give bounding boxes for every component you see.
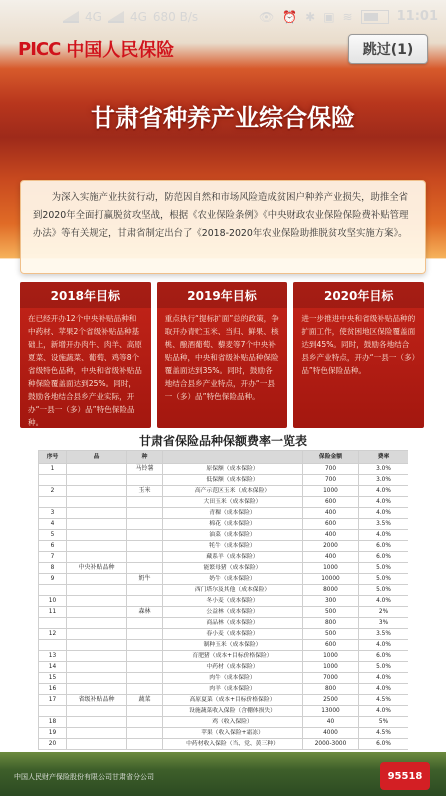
table-cell: 1000: [303, 486, 359, 497]
table-cell: [67, 585, 127, 596]
table-cell: [67, 574, 127, 585]
table-cell: 12: [39, 629, 67, 640]
table-cell: 设施蔬菜收入保险（含棚体损失）: [163, 706, 303, 717]
table-cell: [127, 475, 163, 486]
table-cell: 棉花（成本保险）: [163, 519, 303, 530]
table-cell: 13000: [303, 706, 359, 717]
table-cell: 3.5%: [359, 519, 409, 530]
table-cell: 300: [303, 596, 359, 607]
logo-name: 中国人民保险: [66, 40, 175, 61]
table-cell: 400: [303, 530, 359, 541]
table-cell: [67, 618, 127, 629]
table-cell: 苹果（收入保险+霜冻）: [163, 728, 303, 739]
rates-table-wrap: [38, 450, 408, 752]
table-cell: 2000: [303, 541, 359, 552]
table-cell: 西门塔尔及其他（成本保险）: [163, 585, 303, 596]
table-cell: 10000: [303, 574, 359, 585]
status-bar: [0, 0, 446, 34]
table-header: 费率: [359, 451, 409, 464]
table-cell: 肉羊（成本保险）: [163, 684, 303, 695]
table-cell: 4.0%: [359, 530, 409, 541]
picc-logo: [18, 36, 174, 62]
table-cell: 600: [303, 519, 359, 530]
table-cell: 5%: [359, 717, 409, 728]
table-cell: 500: [303, 629, 359, 640]
table-cell: 4.0%: [359, 673, 409, 684]
table-cell: 1000: [303, 662, 359, 673]
table-cell: 藏系羊（成本保险）: [163, 552, 303, 563]
table-cell: [127, 673, 163, 684]
table-cell: [127, 629, 163, 640]
table-cell: 6: [39, 541, 67, 552]
signal-icon: [108, 11, 124, 23]
goal-text: 进一步推进中央和省级补贴品种的扩面工作，使贫困地区保险覆盖面达到45%。同时，鼓励各地结合县乡产业特点，开办“一县一（多）品”特色保险品种。: [301, 314, 416, 375]
table-cell: [127, 519, 163, 530]
hotline-badge: 95518: [380, 762, 430, 790]
table-cell: 7000: [303, 673, 359, 684]
network-type-1: 4G: [85, 10, 102, 24]
table-cell: [67, 497, 127, 508]
table-header: [163, 451, 303, 464]
table-cell: [127, 596, 163, 607]
table-cell: 8: [39, 563, 67, 574]
goal-title: 2020年目标: [293, 282, 424, 308]
table-cell: [67, 706, 127, 717]
table-cell: [67, 530, 127, 541]
table-cell: 鸡（收入保险）: [163, 717, 303, 728]
table-cell: 2500: [303, 695, 359, 706]
table-cell: 4: [39, 519, 67, 530]
table-cell: [39, 475, 67, 486]
table-cell: 公益林（成本保险）: [163, 607, 303, 618]
table-cell: [127, 508, 163, 519]
table-cell: [67, 739, 127, 750]
table-cell: [67, 684, 127, 695]
table-cell: 13: [39, 651, 67, 662]
table-cell: [67, 541, 127, 552]
brand-row: [0, 34, 446, 68]
table-cell: [127, 640, 163, 651]
intro-box: [20, 180, 426, 274]
table-cell: 能繁母猪（成本保险）: [163, 563, 303, 574]
table-cell: 奶牛: [127, 574, 163, 585]
goal-card-2020: [293, 282, 424, 428]
table-row: [39, 717, 409, 728]
table-cell: 油菜（成本保险）: [163, 530, 303, 541]
table-row: [39, 684, 409, 695]
table-cell: 3.0%: [359, 475, 409, 486]
table-cell: 3.5%: [359, 629, 409, 640]
table-cell: 15: [39, 673, 67, 684]
table-cell: 春小麦（成本保险）: [163, 629, 303, 640]
table-cell: [127, 728, 163, 739]
table-cell: [67, 519, 127, 530]
battery-icon: [361, 10, 389, 24]
table-cell: 原保额（成本保险）: [163, 464, 303, 475]
table-cell: [127, 541, 163, 552]
page-title: 甘肃省种养产业综合保险: [91, 104, 355, 132]
table-cell: 中药材（成本保险）: [163, 662, 303, 673]
table-row: [39, 618, 409, 629]
footer-company: 中国人民财产保险股份有限公司甘肃省分公司: [14, 773, 154, 781]
goals-row: [20, 282, 424, 432]
table-row: [39, 552, 409, 563]
table-cell: [127, 651, 163, 662]
table-cell: 森林: [127, 607, 163, 618]
goal-text: 在已经开办12个中央补贴品种和中药材、苹果2个省级补贴品种基础上，新增开办肉牛、肉羊、高原夏菜、设施蔬菜、葡萄、鸡等8个省级特色品种，中央和省级补贴品种保险覆盖面达到25%。同时，鼓励各地结合县乡产业实际，开办“一县一（多）品”特色保险品种。: [28, 314, 142, 427]
table-cell: [127, 585, 163, 596]
table-row: [39, 541, 409, 552]
table-cell: 700: [303, 464, 359, 475]
clock: 11:01: [396, 9, 438, 24]
table-cell: 600: [303, 640, 359, 651]
table-row: [39, 706, 409, 717]
table-cell: 4.0%: [359, 486, 409, 497]
table-cell: 11: [39, 607, 67, 618]
table-row: [39, 739, 409, 750]
table-cell: 2: [39, 486, 67, 497]
intro-text: 为深入实施产业扶贫行动，防范因自然和市场风险造成贫困户种养产业损失，助推全省到2020年全面打赢脱贫攻坚战，根据《农业保险条例》《中央财政农业保险保险费补贴管理办法》等有关规定，甘肃省制定出台了《2018-2020年农业保险助推脱贫攻坚实施方案》。: [33, 192, 409, 239]
table-cell: 4.5%: [359, 728, 409, 739]
table-cell: 大田玉米（成本保险）: [163, 497, 303, 508]
table-cell: 6.0%: [359, 651, 409, 662]
table-row: [39, 497, 409, 508]
table-cell: 2000-3000: [303, 739, 359, 750]
table-cell: 4.0%: [359, 596, 409, 607]
table-row: [39, 596, 409, 607]
table-row: [39, 640, 409, 651]
table-row: [39, 651, 409, 662]
eye-icon: 👁: [258, 9, 275, 24]
table-cell: 7: [39, 552, 67, 563]
table-cell: 400: [303, 508, 359, 519]
table-row: [39, 662, 409, 673]
logo-picc: PICC: [18, 38, 61, 60]
table-cell: 20: [39, 739, 67, 750]
table-cell: [39, 640, 67, 651]
table-row: [39, 475, 409, 486]
table-cell: [127, 618, 163, 629]
table-cell: [67, 651, 127, 662]
table-cell: [39, 706, 67, 717]
table-cell: 中药材收入保险（当、党、黄三种）: [163, 739, 303, 750]
table-cell: 9: [39, 574, 67, 585]
table-cell: 6.0%: [359, 552, 409, 563]
alarm-icon: ⏰: [282, 9, 298, 24]
table-cell: 育肥猪（成本+目标价格保险）: [163, 651, 303, 662]
table-cell: 6.0%: [359, 541, 409, 552]
table-cell: 18: [39, 717, 67, 728]
table-cell: 17: [39, 695, 67, 706]
bluetooth-icon: ✱: [305, 9, 316, 24]
table-cell: 5.0%: [359, 662, 409, 673]
table-cell: [67, 464, 127, 475]
table-cell: 800: [303, 618, 359, 629]
table-header: 种: [127, 451, 163, 464]
network-speed: 680 B/s: [152, 10, 199, 24]
table-cell: 4000: [303, 728, 359, 739]
table-header: 序号: [39, 451, 67, 464]
table-cell: [67, 662, 127, 673]
table-row: [39, 629, 409, 640]
table-title: 甘肃省保险品种保额费率一览表: [138, 434, 307, 448]
table-cell: [39, 618, 67, 629]
table-cell: 马铃薯: [127, 464, 163, 475]
table-cell: [67, 629, 127, 640]
table-cell: 700: [303, 475, 359, 486]
table-cell: 3.0%: [359, 464, 409, 475]
table-cell: 中央补贴品种: [67, 563, 127, 574]
table-cell: 1000: [303, 651, 359, 662]
table-row: [39, 486, 409, 497]
table-cell: [127, 530, 163, 541]
table-cell: 10: [39, 596, 67, 607]
table-cell: [127, 706, 163, 717]
goal-card-2018: [20, 282, 151, 428]
table-cell: [67, 640, 127, 651]
table-cell: [67, 596, 127, 607]
table-cell: [127, 717, 163, 728]
table-cell: 600: [303, 497, 359, 508]
table-cell: 5: [39, 530, 67, 541]
table-header: 品: [67, 451, 127, 464]
status-right: [259, 9, 438, 24]
table-row: [39, 585, 409, 596]
status-left: [63, 10, 198, 24]
signal-icon: [63, 11, 79, 23]
vibrate-icon: ▣: [323, 9, 335, 24]
table-cell: [127, 552, 163, 563]
table-cell: 高产示范区玉米（成本保险）: [163, 486, 303, 497]
table-cell: 制种玉米（成本保险）: [163, 640, 303, 651]
table-cell: 奶牛（成本保险）: [163, 574, 303, 585]
table-cell: 高原夏菜（成本+目标价格保险）: [163, 695, 303, 706]
table-row: [39, 728, 409, 739]
network-type-2: 4G: [129, 10, 147, 24]
table-cell: [127, 497, 163, 508]
goal-text: 重点执行“提标扩面”总的政策，争取开办青贮玉米、当归、鲜果、核桃、酿酒葡萄、藜麦等7个中央补贴品种，中央和省级补贴品种保险覆盖面达到35%。同时，鼓励各地结合县乡产业特点，开办“一县一（多）品”特色保险品种。: [164, 314, 279, 401]
table-cell: [67, 486, 127, 497]
table-cell: 40: [303, 717, 359, 728]
table-cell: 5.0%: [359, 574, 409, 585]
table-cell: 1: [39, 464, 67, 475]
table-cell: [67, 728, 127, 739]
table-body: [39, 464, 409, 750]
table-cell: [67, 552, 127, 563]
table-cell: 青稞（成本保险）: [163, 508, 303, 519]
table-cell: 4.0%: [359, 497, 409, 508]
table-cell: [39, 497, 67, 508]
table-cell: 4.5%: [359, 695, 409, 706]
table-cell: [127, 662, 163, 673]
table-cell: 3%: [359, 618, 409, 629]
table-cell: 2%: [359, 607, 409, 618]
table-row: [39, 464, 409, 475]
table-cell: 5.0%: [359, 585, 409, 596]
table-header-row: [39, 451, 409, 464]
table-cell: 低保额（成本保险）: [163, 475, 303, 486]
table-row: [39, 519, 409, 530]
table-cell: [39, 585, 67, 596]
table-cell: 蔬菜: [127, 695, 163, 706]
table-cell: 牦牛（成本保险）: [163, 541, 303, 552]
table-cell: 玉米: [127, 486, 163, 497]
table-cell: [127, 684, 163, 695]
table-cell: 16: [39, 684, 67, 695]
table-row: [39, 695, 409, 706]
table-cell: [127, 563, 163, 574]
table-row: [39, 563, 409, 574]
table-cell: 省级补贴品种: [67, 695, 127, 706]
table-cell: 商品林（成本保险）: [163, 618, 303, 629]
goal-title: 2019年目标: [157, 282, 288, 308]
goal-card-2019: [157, 282, 288, 428]
table-cell: [67, 717, 127, 728]
skip-ad-button[interactable]: 跳过(1): [348, 34, 428, 64]
table-cell: 5.0%: [359, 563, 409, 574]
table-row: [39, 607, 409, 618]
table-cell: [67, 607, 127, 618]
table-cell: 19: [39, 728, 67, 739]
table-cell: 1000: [303, 563, 359, 574]
rates-table: [38, 450, 408, 750]
table-row: [39, 574, 409, 585]
table-cell: 4.0%: [359, 706, 409, 717]
table-row: [39, 673, 409, 684]
table-cell: 冬小麦（成本保险）: [163, 596, 303, 607]
table-row: [39, 508, 409, 519]
table-cell: 6.0%: [359, 739, 409, 750]
table-cell: [67, 475, 127, 486]
table-cell: 14: [39, 662, 67, 673]
table-cell: 4.0%: [359, 640, 409, 651]
table-cell: 800: [303, 684, 359, 695]
goal-title: 2018年目标: [20, 282, 151, 308]
table-row: [39, 530, 409, 541]
table-cell: 3: [39, 508, 67, 519]
table-cell: 400: [303, 552, 359, 563]
table-header: 保险金额: [303, 451, 359, 464]
table-cell: 4.0%: [359, 684, 409, 695]
footer-scenery: [0, 752, 446, 796]
table-cell: 肉牛（成本保险）: [163, 673, 303, 684]
wifi-icon: ≋: [342, 9, 353, 24]
table-cell: [67, 673, 127, 684]
table-cell: 8000: [303, 585, 359, 596]
table-cell: [127, 739, 163, 750]
table-cell: [67, 508, 127, 519]
table-cell: 500: [303, 607, 359, 618]
table-cell: 4.0%: [359, 508, 409, 519]
